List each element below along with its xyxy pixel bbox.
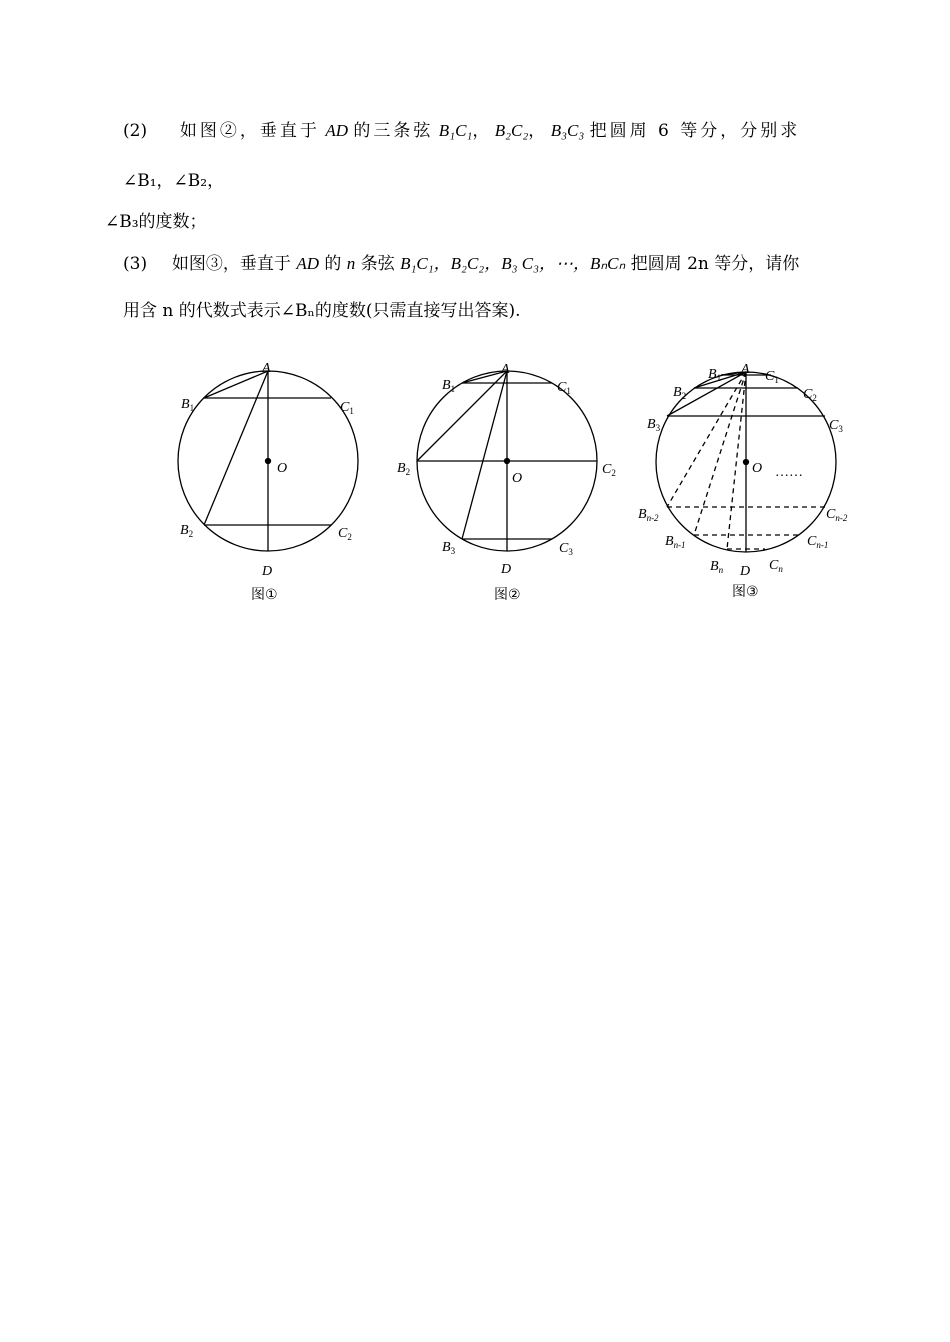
fig2-label-a: A — [501, 362, 510, 377]
q2-text-c: 把圆周 6 等分，分别求 — [589, 121, 801, 141]
q2-chord2: B₂C₂ — [494, 121, 529, 140]
q3-number: (3) — [123, 254, 148, 274]
fig2-label-c2: $C_2$ — [602, 462, 616, 478]
q3-text-d: 把圆周 2n 等分，请你 — [630, 254, 800, 274]
fig3-label-b1: $B_1$ — [708, 367, 722, 383]
fig2-label-d: D — [501, 562, 512, 577]
figure-2 — [417, 371, 597, 551]
q2-angles: ∠B₁，∠B₂， — [123, 171, 225, 191]
fig3-label-b2: $B_2$ — [673, 385, 687, 401]
fig3-label-d: D — [740, 564, 751, 579]
q2-chord1: B₁C₁ — [438, 121, 473, 140]
q3-chords: B₁C₁，B₂C₂，B₃ C₃，⋯，BₙCₙ — [400, 254, 626, 273]
fig3-label-cn: $C_n$ — [769, 558, 783, 574]
fig3-label-c3: $C_3$ — [829, 418, 843, 434]
fig3-label-c2: $C_2$ — [803, 387, 817, 403]
fig1-label-c1: $C_1$ — [340, 400, 354, 416]
fig2-segment-ab2 — [417, 371, 507, 461]
fig2-label-b2: $B_2$ — [397, 461, 411, 477]
fig1-label-c2: $C_2$ — [338, 526, 352, 542]
fig3-label-cn2: $C_{n-2}$ — [826, 507, 848, 523]
fig1-label-o: O — [277, 461, 288, 476]
q3-line2-text: 用含 n 的代数式表示∠Bₙ的度数(只需直接写出答案). — [123, 301, 521, 321]
fig3-label-bn1: $B_{n-1}$ — [665, 534, 686, 550]
fig1-label-d: D — [262, 564, 273, 579]
q2-angle3: ∠B₃的度数； — [105, 212, 207, 232]
q3-n: n — [346, 254, 356, 273]
fig1-caption: 图① — [251, 587, 278, 603]
fig1-label-b2: $B_2$ — [180, 523, 194, 539]
fig2-segment-ab3 — [462, 371, 507, 539]
fig3-center-dot — [744, 460, 749, 465]
q2-ad: AD — [325, 121, 348, 140]
fig3-label-a: A — [741, 362, 750, 377]
fig1-label-b1: $B_1$ — [181, 397, 195, 413]
q2-number: (2) — [123, 121, 148, 141]
fig3-caption: 图③ — [732, 584, 759, 600]
q3-ad: AD — [296, 254, 319, 273]
fig2-caption: 图② — [494, 587, 521, 603]
q2-text-a: 如图②，垂直于 — [179, 121, 320, 141]
fig3-label-dots: …… — [775, 465, 803, 480]
fig2-label-c1: $C_1$ — [557, 380, 571, 396]
fig3-label-bn2: $B_{n-2}$ — [638, 507, 659, 523]
q2-text-b: 的三条弦 — [353, 121, 434, 141]
fig2-label-o: O — [512, 471, 523, 486]
fig3-label-o: O — [752, 461, 763, 476]
fig2-center-dot — [505, 459, 510, 464]
q3-text-c: 条弦 — [360, 254, 395, 274]
fig1-center-dot — [266, 459, 271, 464]
q3-text-a: 如图③，垂直于 — [171, 254, 291, 274]
fig3-label-cn1: $C_{n-1}$ — [807, 534, 829, 550]
q2-chord3: B₃C₃ — [550, 121, 585, 140]
fig2-label-b3: $B_3$ — [442, 540, 456, 556]
figure-3-labels — [638, 362, 848, 600]
q2-line1: (2) 如图②，垂直于 AD 的三条弦 B₁C₁， B₂C₂， B₃C₃ 把圆周 6 等分，分别求 — [123, 121, 801, 141]
figure-1 — [178, 371, 358, 551]
fig3-label-c1: $C_1$ — [765, 369, 779, 385]
fig2-label-c3: $C_3$ — [559, 541, 573, 557]
fig3-label-bn: $B_n$ — [710, 559, 724, 575]
fig2-label-b1: $B_1$ — [442, 378, 456, 394]
fig3-label-b3: $B_3$ — [647, 417, 661, 433]
q3-text-b: 的 — [324, 254, 342, 274]
fig1-label-a: A — [262, 361, 271, 376]
